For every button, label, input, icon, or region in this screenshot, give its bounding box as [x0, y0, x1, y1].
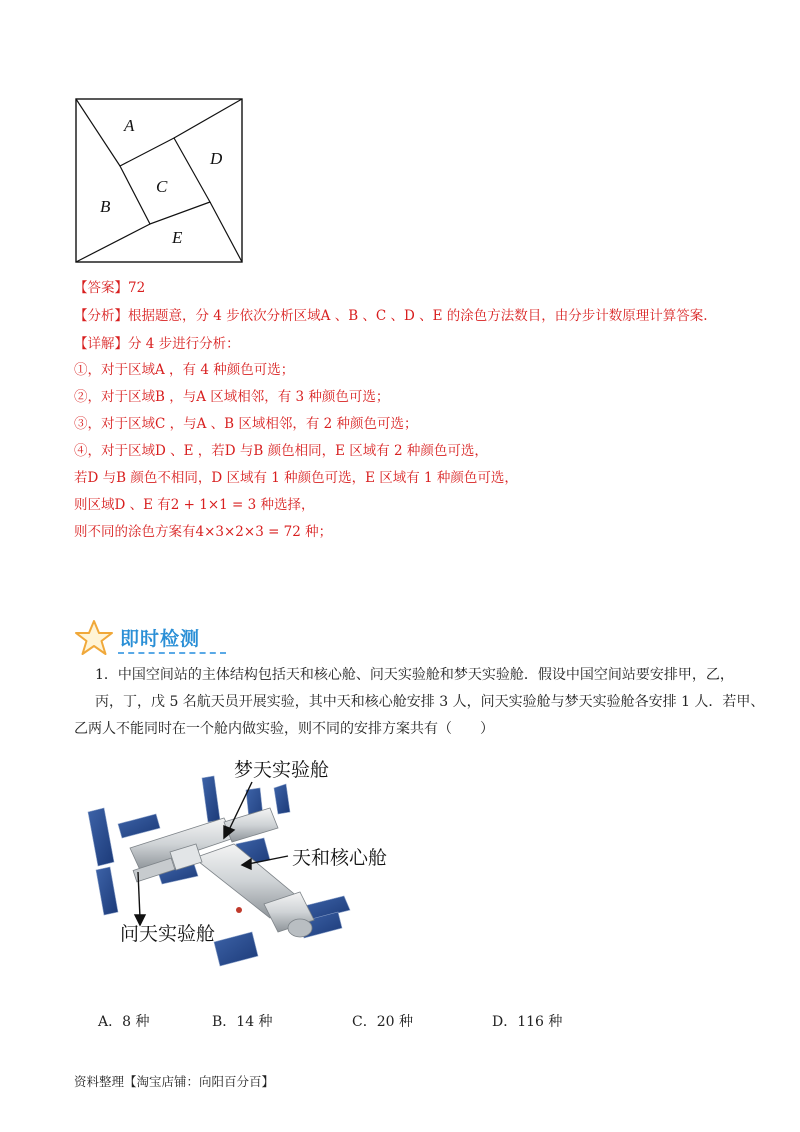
option-b[interactable]: B．14 种	[212, 1014, 273, 1030]
question-line-2: 丙，丁，戊 5 名航天员开展实验，其中天和核心舱安排 3 人，问天实验舱与梦天实验舱各安排 1 人．若甲、	[95, 694, 765, 710]
step-4: ④，对于区域D 、E ，若D 与B 颜色相同，E 区域有 2 种颜色可选，	[74, 443, 488, 459]
analysis-tag: 【分析】	[74, 308, 128, 324]
star-icon	[74, 619, 114, 657]
analysis-text: 根据题意，分 4 步依次分析区域A 、B 、C 、D 、E 的涂色方法数目，由分步计数原理计算答案.	[128, 308, 708, 324]
option-a[interactable]: A．8 种	[98, 1014, 150, 1030]
region-label-a: A	[124, 116, 135, 135]
answer-value: 72	[128, 280, 146, 296]
detail-line	[74, 334, 240, 354]
analysis-line	[74, 306, 708, 326]
step-2: ②，对于区域B ，与A 区域相邻，有 3 种颜色可选；	[74, 389, 390, 405]
region-label-e: E	[172, 228, 183, 247]
answer-tag: 【答案】	[74, 280, 128, 296]
space-station-image	[74, 752, 414, 982]
region-label-c: C	[156, 177, 168, 196]
option-c[interactable]: C．20 种	[352, 1014, 413, 1030]
footer-source: 资料整理【淘宝店铺：向阳百分百】	[74, 1074, 275, 1089]
answer-line	[74, 278, 145, 298]
detail-tag: 【详解】	[74, 336, 128, 352]
step-6: 则区域D 、E 有2 + 1×1 = 3 种选择，	[74, 497, 315, 513]
question-line-3: 乙两人不能同时在一个舱内做实验，则不同的安排方案共有（ ）	[74, 721, 494, 737]
step-5: 若D 与B 颜色不相同，D 区域有 1 种颜色可选，E 区域有 1 种颜色可选，	[74, 470, 518, 486]
region-diagram	[74, 96, 246, 266]
label-wentian: 问天实验舱	[120, 923, 216, 945]
section-title: 即时检测	[120, 628, 201, 650]
question-line-1: 1．中国空间站的主体结构包括天和核心舱、问天实验舱和梦天实验舱．假设中国空间站要安排甲，乙，	[95, 667, 734, 683]
step-1: ①，对于区域A ，有 4 种颜色可选；	[74, 362, 295, 378]
region-label-b: B	[100, 197, 111, 216]
section-underline	[118, 652, 226, 654]
detail-text: 分 4 步进行分析：	[128, 336, 240, 352]
step-3: ③，对于区域C ，与A 、B 区域相邻，有 2 种颜色可选；	[74, 416, 418, 432]
step-7: 则不同的涂色方案有4×3×2×3 = 72 种；	[74, 524, 333, 540]
option-d[interactable]: D．116 种	[492, 1014, 563, 1030]
label-tianhe: 天和核心舱	[292, 847, 388, 869]
region-label-d: D	[210, 149, 223, 168]
label-mengtian: 梦天实验舱	[234, 759, 330, 781]
